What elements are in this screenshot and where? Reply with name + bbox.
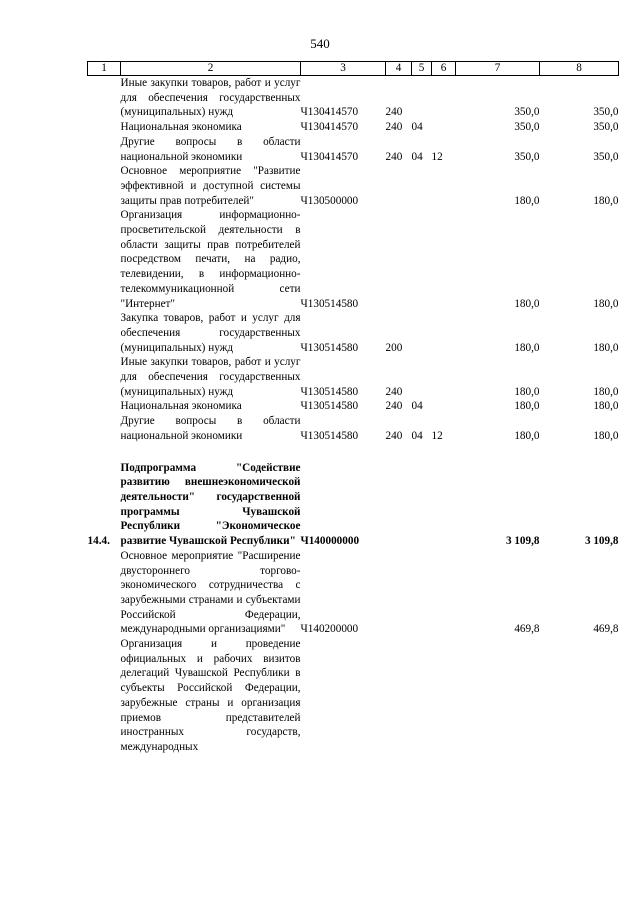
row-name: Основное мероприятие "Расширение двустороннего торгово-экономического сотрудничества с зарубежными странами и субъектами Российской Федерации, международными организациями" [120, 549, 301, 636]
subsection [432, 164, 456, 208]
row-name: Другие вопросы в области национальной экономики [120, 415, 301, 442]
subsection [432, 637, 456, 755]
section [412, 164, 432, 208]
target-code: Ч130414570 [300, 106, 359, 119]
amount-year-1: 180,0 [514, 385, 540, 398]
row-number: 14.4. [87, 535, 110, 548]
amount-year-2: 469,8 [593, 623, 619, 636]
expense-type: 200 [385, 341, 403, 354]
row-name: Основное мероприятие "Развитие эффективной и доступной системы защиты прав потребителей" [120, 165, 301, 207]
column-header: 5 [412, 62, 432, 76]
table-row [88, 355, 619, 399]
subsection: 12 [431, 429, 443, 442]
row-name: Национальная экономика [120, 121, 242, 134]
row-name: Национальная экономика [120, 400, 242, 413]
target-code: Ч130414570 [300, 150, 359, 163]
expense-type: 240 [385, 429, 403, 442]
expense-type: 240 [385, 150, 403, 163]
amount-year-1 [456, 637, 540, 755]
expense-type: 240 [385, 121, 403, 134]
budget-table [87, 61, 619, 755]
expense-type [386, 461, 412, 549]
amount-year-2: 180,0 [593, 400, 619, 413]
table-row [88, 164, 619, 208]
target-code: Ч140000000 [300, 535, 360, 548]
amount-year-2: 350,0 [593, 121, 619, 134]
column-header: 2 [121, 62, 301, 76]
row-number [88, 311, 121, 355]
section: 04 [411, 121, 423, 134]
amount-year-2: 3 109,8 [584, 535, 619, 548]
section [412, 76, 432, 121]
amount-year-1: 350,0 [514, 106, 540, 119]
section [412, 637, 432, 755]
table-row [88, 311, 619, 355]
table-row [88, 399, 619, 414]
row-number [88, 164, 121, 208]
subsection [432, 549, 456, 637]
table-row [88, 76, 619, 121]
target-code: Ч130414570 [300, 121, 359, 134]
expense-type [386, 549, 412, 637]
row-number [88, 399, 121, 414]
row-name: Закупка товаров, работ и услуг для обеспечения государственных (муниципальных) нужд [120, 312, 301, 354]
amount-year-1: 350,0 [514, 121, 540, 134]
amount-year-1: 180,0 [514, 341, 540, 354]
column-header: 1 [88, 62, 121, 76]
amount-year-1: 180,0 [514, 297, 540, 310]
amount-year-1: 180,0 [514, 400, 540, 413]
section: 04 [411, 429, 423, 442]
row-number [88, 637, 121, 755]
amount-year-2: 350,0 [593, 106, 619, 119]
table-body [88, 76, 619, 755]
row-number [88, 549, 121, 637]
row-name: Другие вопросы в области национальной экономики [120, 135, 301, 163]
section: 04 [411, 400, 423, 413]
expense-type [386, 208, 412, 311]
table-row [88, 208, 619, 311]
row-number [88, 414, 121, 443]
subsection [432, 461, 456, 549]
amount-year-2: 350,0 [593, 150, 619, 163]
row-number [88, 208, 121, 311]
column-header: 8 [540, 62, 619, 76]
expense-type: 240 [385, 400, 403, 413]
amount-year-2: 180,0 [593, 194, 619, 207]
section [412, 208, 432, 311]
subsection [432, 120, 456, 135]
target-code: Ч130514580 [300, 385, 359, 398]
column-header: 6 [432, 62, 456, 76]
target-code: Ч140200000 [300, 623, 359, 636]
row-name: Организация и проведение официальных и рабочих визитов делегаций Чувашской Республики в субъекты Российской Федерации, зарубежные страны и организация приемов представителей иностранных государств, международных [120, 638, 301, 753]
column-header: 4 [386, 62, 412, 76]
amount-year-1: 3 109,8 [505, 535, 540, 548]
row-number [88, 76, 121, 121]
table-row [88, 461, 619, 549]
row-number [88, 355, 121, 399]
row-name: Подпрограмма "Содействие развитию внешнеэкономической деятельности" государственной программы Чувашской Республики "Экономическое развитие Чувашской Республики" [120, 461, 301, 548]
section [412, 355, 432, 399]
expense-type: 240 [385, 106, 403, 119]
page-number: 540 [310, 36, 330, 51]
subsection [432, 355, 456, 399]
column-header: 3 [301, 62, 386, 76]
subsection: 12 [431, 150, 443, 163]
expense-type: 240 [385, 385, 403, 398]
amount-year-2 [540, 637, 619, 755]
section [412, 549, 432, 637]
table-row [88, 549, 619, 637]
row-number [88, 120, 121, 135]
amount-year-1: 180,0 [514, 194, 540, 207]
table-row [88, 135, 619, 164]
spacer-cell [88, 444, 619, 461]
amount-year-2: 180,0 [593, 341, 619, 354]
table-row [88, 120, 619, 135]
section: 04 [411, 150, 423, 163]
target-code: Ч130514580 [300, 400, 359, 413]
amount-year-1: 180,0 [514, 429, 540, 442]
section [412, 311, 432, 355]
amount-year-1: 350,0 [514, 150, 540, 163]
amount-year-2: 180,0 [593, 385, 619, 398]
expense-type [386, 637, 412, 755]
subsection [432, 208, 456, 311]
row-name: Организация информационно-просветительской деятельности в области защиты прав потребителей посредством печати, на радио, телевидении, в информационно-телекоммуникационной сети "Интернет" [120, 209, 301, 310]
row-number [88, 135, 121, 164]
target-code: Ч130514580 [300, 297, 359, 310]
expense-type [386, 164, 412, 208]
target-code [301, 637, 386, 755]
amount-year-2: 180,0 [593, 297, 619, 310]
row-name: Иные закупки товаров, работ и услуг для обеспечения государственных (муниципальных) нужд [120, 356, 301, 398]
table-row [88, 414, 619, 443]
target-code: Ч130500000 [300, 194, 359, 207]
target-code: Ч130514580 [300, 429, 359, 442]
subsection [432, 399, 456, 414]
amount-year-1: 469,8 [514, 623, 540, 636]
target-code: Ч130514580 [300, 341, 359, 354]
table-header-row [88, 62, 619, 76]
amount-year-2: 180,0 [593, 429, 619, 442]
section [412, 461, 432, 549]
table-row [88, 637, 619, 755]
row-name: Иные закупки товаров, работ и услуг для обеспечения государственных (муниципальных) нужд [120, 77, 301, 119]
subsection [432, 76, 456, 121]
spacer-row [88, 444, 619, 461]
subsection [432, 311, 456, 355]
column-header: 7 [456, 62, 540, 76]
